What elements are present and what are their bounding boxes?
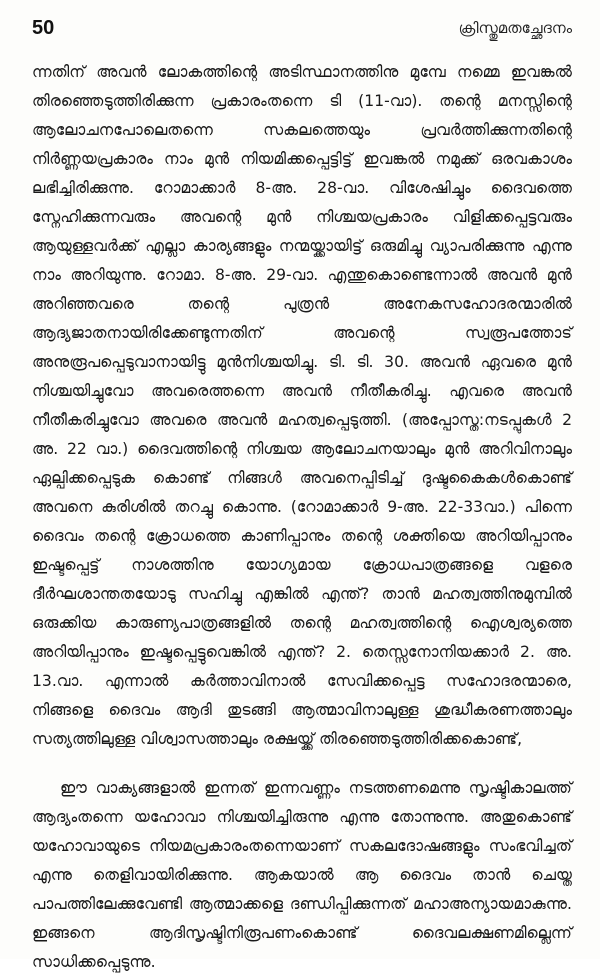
running-title: ക്രിസ്തുമതച്ഛേദനം [458,19,572,37]
page-body [32,58,572,977]
page-header [32,14,572,42]
paragraph: ഈ വാക്യങ്ങളാൽ ഇന്നത് ഇന്നവണ്ണം നടത്തണമെന്നു സൃഷ്ടികാലത്ത് ആദ്യംതന്നെ യഹോവാ നിശ്ചയിച്ചിരുന്നു എന്നു തോന്നുന്നു. അതുകൊണ്ട് യഹോവായുടെ നിയമപ്രകാരംതന്നെയാണ് സകലദോഷങ്ങളും സംഭവിച്ചത് എന്നു തെളിവായിരിക്കുന്നു. ആകയാൽ ആ ദൈവം താൻ ചെയ്ത പാപത്തിലേക്കുവേണ്ടി ആത്മാക്കളെ ദണ്ഡിപ്പിക്കുന്നത് മഹാഅന്യായമാകുന്നു. ഇങ്ങനെ ആദിസൃഷ്ടിനിരൂപണംകൊണ്ട് ദൈവലക്ഷണമില്ലെന്ന് സാധിക്കപ്പെടുന്നു. [32,779,572,971]
page-number: 50 [32,16,55,39]
paragraph: ന്നതിന് അവൻ ലോകത്തിന്റെ അടിസ്ഥാനത്തിനു മുമ്പേ നമ്മെ ഇവങ്കൽ തിരഞ്ഞെടുത്തിരിക്കുന്ന പ്രകാരംതന്നെ ടി (11-വാ). തന്റെ മനസ്സിന്റെ ആലോചനപോലെതന്നെ സകലത്തെയും പ്രവർത്തിക്കുന്നതിന്റെ നിർണ്ണയപ്രകാരം നാം മുൻ നിയമിക്കപ്പെട്ടിട്ട് ഇവങ്കൽ നമുക്ക് ഒരവകാശം ലഭിച്ചിരിക്കുന്നു. റോമാക്കാർ 8-അ. 28-വാ. വിശേഷിച്ചും ദൈവത്തെ സ്നേഹിക്കുന്നവരും അവന്റെ മുൻ നിശ്ചയപ്രകാരം വിളിക്കപ്പെട്ടവരും ആയുള്ളവർക്ക് എല്ലാ കാര്യങ്ങളും നന്മയ്ക്കായിട്ട് ഒരുമിച്ചു വ്യാപരിക്കുന്നു എന്നു നാം അറിയുന്നു. റോമാ. 8-അ. 29-വാ. എന്തുകൊണ്ടെന്നാൽ അവൻ മുൻ അറിഞ്ഞവരെ തന്റെ പുത്രൻ അനേകസഹോദരന്മാരിൽ ആദ്യജാതനായിരിക്കേണ്ടുന്നതിന് അവന്റെ സ്വരൂപത്തോട് അനുരൂപപ്പെടുവാനായിട്ടു മുൻനിശ്ചയിച്ചു. ടി. ടി. 30. അവൻ ഏവരെ മുൻ നിശ്ചയിച്ചുവോ അവരെത്തന്നെ അവൻ നീതീകരിച്ചു. എവരെ അവൻ നീതീകരിച്ചുവോ അവരെ അവൻ മഹത്വപ്പെടുത്തി. (അപ്പോസ്ത:നടപ്പുകൾ 2 അ. 22 വാ.) ദൈവത്തിന്റെ നിശ്ചയ ആലോചനയാലും മുൻ അറിവിനാലും ഏല്പിക്കപ്പെടുക കൊണ്ട് നിങ്ങൾ അവനെപ്പിടിച്ച് ദുഷ്ടകൈകൾകൊണ്ട് അവനെ കുരിശിൽ തറച്ചു കൊന്നു. (റോമാക്കാർ 9-അ. 22-33വാ.) പിന്നെ ദൈവം തന്റെ ക്രോധത്തെ കാണിപ്പാനും തന്റെ ശക്തിയെ അറിയിപ്പാനും ഇഷ്ടപ്പെട്ട് നാശത്തിനു യോഗ്യമായ ക്രോധപാത്രങ്ങളെ വളരെ ദീർഘശാന്തതയോടു സഹിച്ചു എങ്കിൽ എന്ത്? താൻ മഹത്വത്തിനുമുമ്പിൽ ഒരുക്കിയ കാരുണ്യപാത്രങ്ങളിൽ തന്റെ മഹത്വത്തിന്റെ ഐശ്വര്യത്തെ അറിയിപ്പാനും ഇഷ്ടപ്പെട്ടുവെങ്കിൽ എന്ത്? 2. തെസ്സനോനിയക്കാർ 2. അ. 13.വാ. എന്നാൽ കർത്താവിനാൽ സേവിക്കപ്പെട്ട സഹോദരന്മാരെ, നിങ്ങളെ ദൈവം ആദി തുടങ്ങി ആത്മാവിനാലുള്ള ശുദ്ധീകരണത്താലും സത്യത്തിലുള്ള വിശ്വാസത്താലും രക്ഷയ്ക്ക് തിരഞ്ഞെടുത്തിരിക്കകൊണ്ട്, [32,63,572,748]
